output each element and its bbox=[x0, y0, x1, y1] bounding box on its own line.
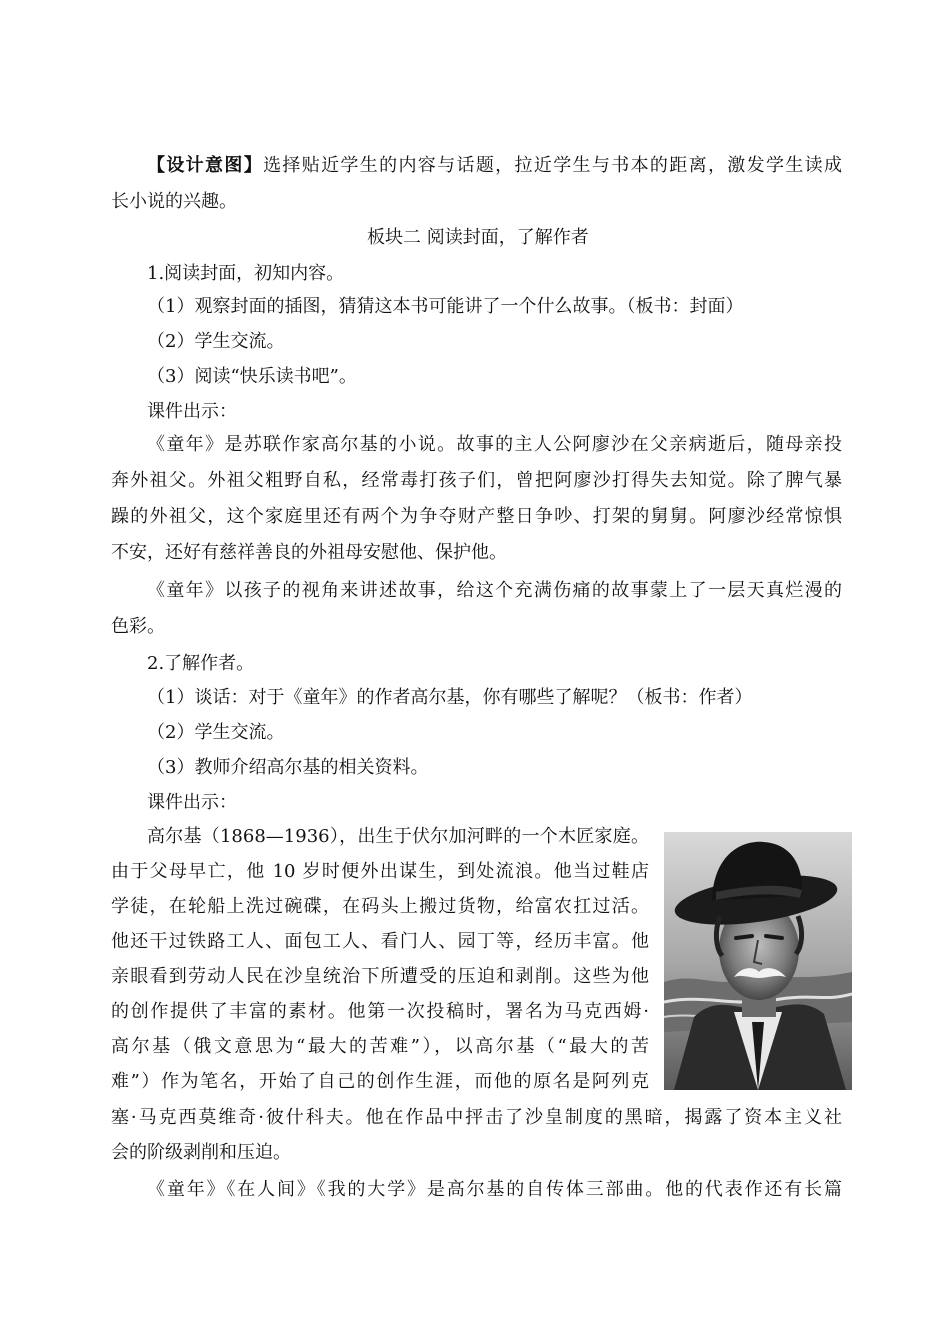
bio-full-line-1: 塞·马克西莫维奇·彼什科夫。他在作品中抨击了沙皇制度的黑暗，揭露了资本主义社 bbox=[111, 1107, 842, 1128]
para1-line-1: 《童年》是苏联作家高尔基的小说。故事的主人公阿廖沙在父亲病逝后，随母亲投 bbox=[147, 434, 842, 455]
bio-line-8: 难”）作为笔名，开始了自己的创作生涯，而他的原名是阿列克 bbox=[111, 1071, 649, 1092]
design-intent-line-2: 长小说的兴趣。 bbox=[111, 191, 237, 212]
bio-line-2: 由于父母早亡，他 10 岁时便外出谋生，到处流浪。他当过鞋店 bbox=[111, 861, 649, 882]
para1-line-4: 不安，还好有慈祥善良的外祖母安慰他、保护他。 bbox=[111, 542, 507, 563]
para2-line-2: 色彩。 bbox=[111, 616, 165, 637]
design-intent-line-1: 【设计意图】选择贴近学生的内容与话题，拉近学生与书本的距离，激发学生读成 bbox=[147, 155, 843, 176]
bio-full-line-2: 会的阶级剥削和压迫。 bbox=[111, 1142, 291, 1163]
trilogy-line: 《童年》《在人间》《我的大学》是高尔基的自传体三部曲。他的代表作还有长篇 bbox=[147, 1179, 842, 1200]
part2-courseware-label: 课件出示： bbox=[147, 792, 237, 813]
bio-line-6: 的创作提供了丰富的素材。他第一次投稿时，署名为马克西姆· bbox=[111, 1001, 649, 1022]
part1-item-2: （2）学生交流。 bbox=[147, 331, 285, 352]
part1-item-1: （1）观察封面的插图，猜猜这本书可能讲了一个什么故事。（板书：封面） bbox=[147, 296, 744, 317]
bio-line-7: 高尔基（俄文意思为“最大的苦难”），以高尔基（“最大的苦 bbox=[111, 1036, 649, 1057]
bio-line-5: 亲眼看到劳动人民在沙皇统治下所遭受的压迫和剥削。这些为他 bbox=[111, 966, 649, 987]
bio-line-4: 他还干过铁路工人、面包工人、看门人、园丁等，经历丰富。他 bbox=[111, 931, 649, 952]
part1-heading: 1.阅读封面，初知内容。 bbox=[147, 263, 345, 284]
part1-item-3: （3）阅读“快乐读书吧”。 bbox=[147, 366, 357, 387]
bio-line-1: 高尔基（1868—1936），出生于伏尔加河畔的一个木匠家庭。 bbox=[147, 826, 649, 847]
gorky-portrait-image bbox=[664, 832, 852, 1090]
part1-courseware-label: 课件出示： bbox=[147, 401, 237, 422]
part2-heading: 2.了解作者。 bbox=[147, 653, 255, 674]
part2-item-1: （1）谈话：对于《童年》的作者高尔基，你有哪些了解呢？（板书：作者） bbox=[147, 687, 753, 708]
para2-line-1: 《童年》以孩子的视角来讲述故事，给这个充满伤痛的故事蒙上了一层天真烂漫的 bbox=[147, 580, 842, 601]
part2-item-3: （3）教师介绍高尔基的相关资料。 bbox=[147, 757, 429, 778]
section-title: 板块二 阅读封面，了解作者 bbox=[367, 227, 589, 248]
design-intent-tag: 【设计意图】 bbox=[147, 155, 264, 176]
para1-line-2: 奔外祖父。外祖父粗野自私，经常毒打孩子们，曾把阿廖沙打得失去知觉。除了脾气暴 bbox=[111, 470, 842, 491]
para1-line-3: 躁的外祖父，这个家庭里还有两个为争夺财产整日争吵、打架的舅舅。阿廖沙经常惊惧 bbox=[111, 506, 842, 527]
part2-item-2: （2）学生交流。 bbox=[147, 722, 285, 743]
bio-line-3: 学徒，在轮船上洗过碗碟，在码头上搬过货物，给富农扛过活。 bbox=[111, 896, 649, 917]
